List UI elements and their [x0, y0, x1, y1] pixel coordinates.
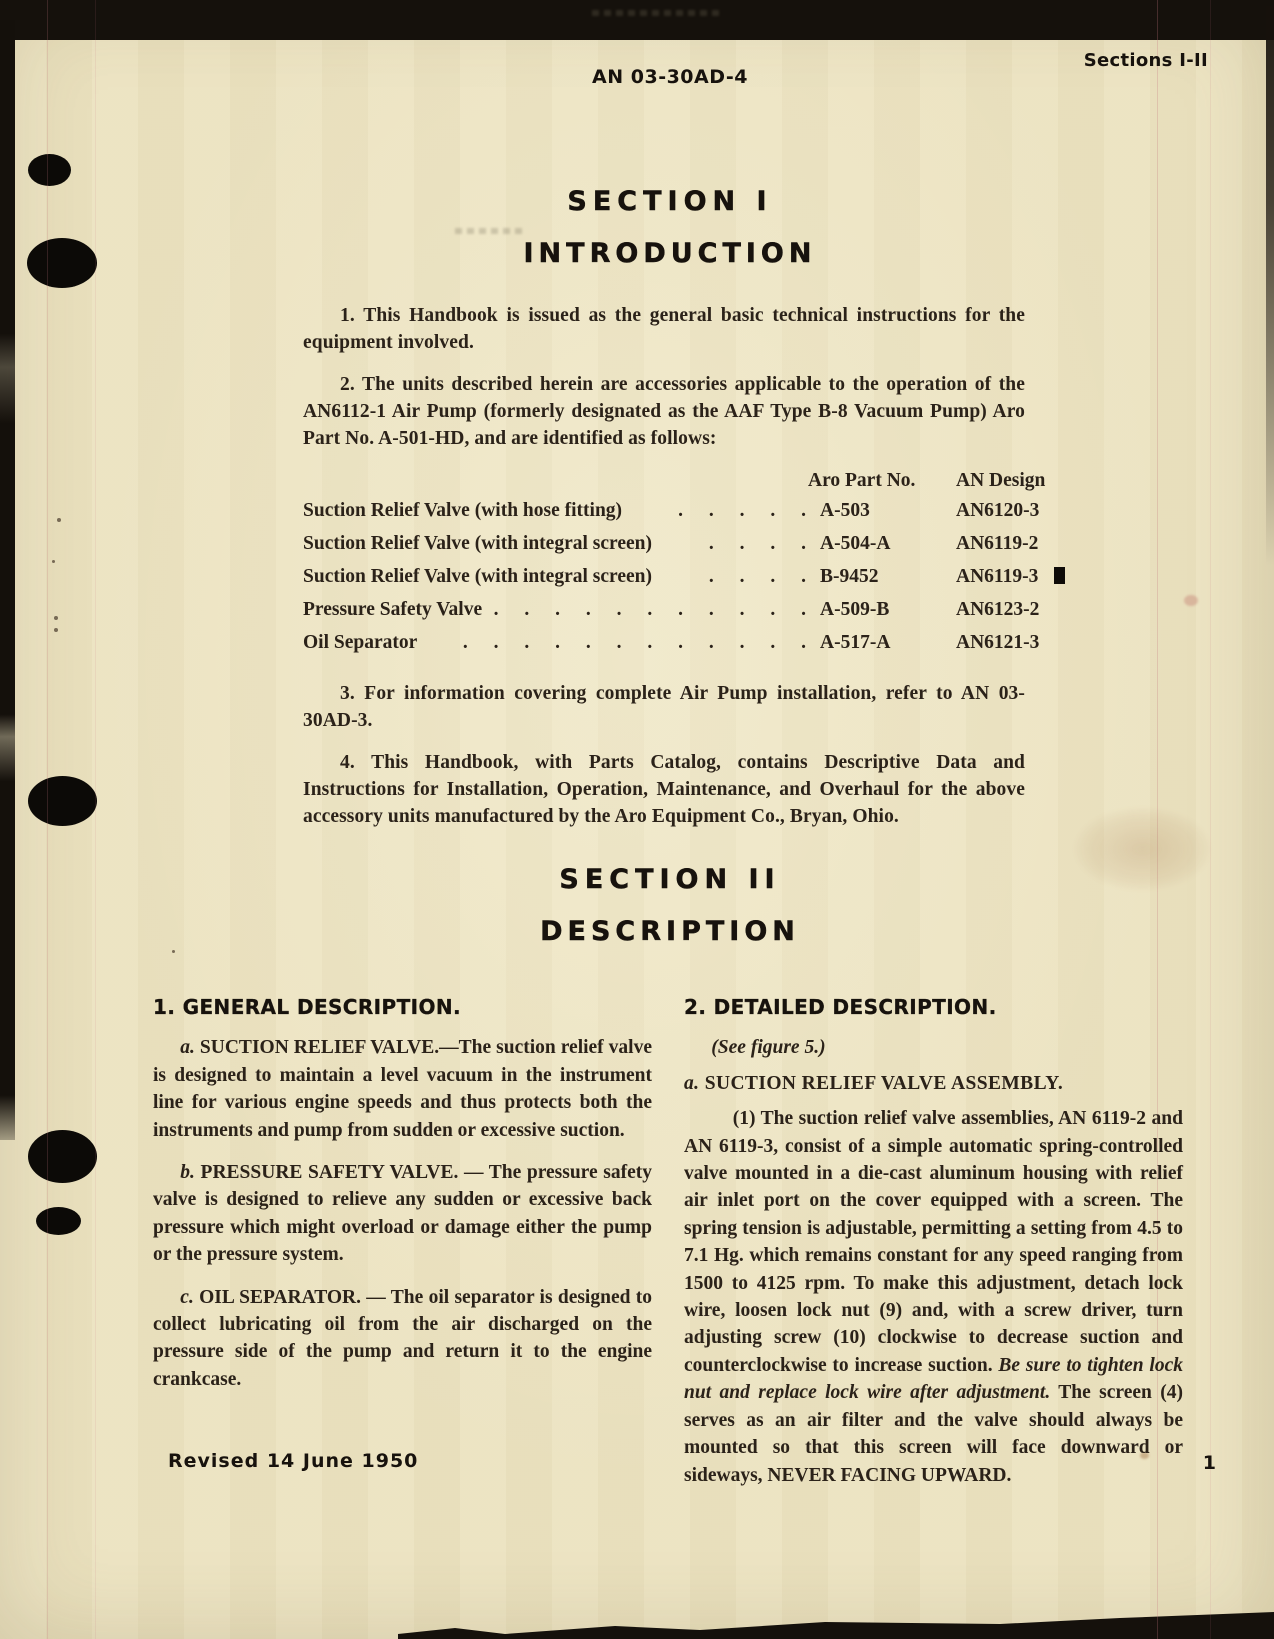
col-header-aro-part-no: Aro Part No.: [808, 470, 916, 491]
doc-number: AN 03-30AD-4: [592, 66, 748, 88]
table-row: [303, 563, 1068, 596]
an-design: AN6119-2: [956, 533, 1039, 554]
scan-edge-bottom: [0, 1600, 1274, 1639]
scan-edge-right: [1266, 6, 1274, 566]
paper-crease: [47, 0, 48, 1639]
aro-part-no: B-9452: [820, 566, 879, 587]
an-design: AN6120-3: [956, 500, 1040, 521]
paper-crease: [95, 0, 96, 1639]
an-design: AN6121-3: [956, 632, 1040, 653]
hole-punch: [28, 154, 71, 186]
an-design: AN6119-3: [956, 563, 1068, 590]
hole-punch: [28, 1130, 97, 1183]
part-label: Suction Relief Valve (with integral screen): [303, 566, 652, 587]
table-row: [303, 497, 1068, 530]
dot-leader: . . . .: [708, 566, 806, 587]
parts-table: [303, 467, 1068, 662]
paper-speck: [172, 950, 175, 953]
scan-edge-top: [0, 0, 1274, 40]
general-item-b: b. PRESSURE SAFETY VALVE. — The pressure safety valve is designed to relieve any sudden or excessive back pressure which might overload or damage either the pump or the pressure system.: [153, 1162, 652, 1266]
section1-title: SECTION I: [567, 186, 773, 217]
dot-leader: . . . .: [708, 533, 806, 554]
detailed-description-column: [684, 994, 1183, 1504]
intro-paragraph-3: 3. For information covering complete Air Pump installation, refer to AN 03-30AD-3.: [303, 683, 1025, 731]
paper-stain: [1184, 595, 1198, 606]
scan-edge-left: [0, 20, 15, 1140]
general-item-a: a. SUCTION RELIEF VALVE.—The suction relief valve is designed to maintain a level vacuum in the instrument line for various engine speeds and thus protects both the instruments and pump from sudden or excessive suction.: [153, 1037, 652, 1141]
part-label: Pressure Safety Valve: [303, 599, 483, 620]
intro-paragraph-4: 4. This Handbook, with Parts Catalog, contains Descriptive Data and Instructions for Installation, Operation, Maintenance, and Overhaul for the above accessory units manufactured by the Aro Equipment Co., Bryan, Ohio.: [303, 752, 1025, 827]
hole-punch: [27, 238, 97, 288]
table-row: [303, 596, 1068, 629]
paper-speck: [57, 518, 61, 522]
detailed-paragraph-1: (1) The suction relief valve assemblies, AN 6119-2 and AN 6119-3, consist of a simple automatic spring-controlled valve mounted in a die-cast aluminum housing with relief air inlet port on the cover equipped with a screen. The spring tension is adjustable, permitting a setting from 4.5 to 7.1 Hg. which remains constant for any speed ranging from 1500 to 4125 rpm. To make this adjustment, detach lock wire, loosen lock nut (9) and, with a screw driver, turn adjusting screw (10) clockwise to decrease suction and counterclockwise to increase suction. Be sure to tighten lock nut and replace lock wire after adjustment. The screen (4) serves as an air filter and the valve should always be mounted so that this screen will face downward or sideways, NEVER FACING UPWARD.: [684, 1108, 1183, 1486]
sections-label: Sections I-II: [1083, 50, 1208, 71]
part-label: Suction Relief Valve (with integral screen): [303, 533, 652, 554]
intro-paragraph-1: 1. This Handbook is issued as the general basic technical instructions for the equipment involved.: [303, 305, 1025, 353]
intro-paragraph-2: 2. The units described herein are accessories applicable to the operation of the AN6112-1 Air Pump (formerly designated as the AAF Type B-8 Vacuum Pump) Aro Part No. A-501-HD, and are identified as follows:: [303, 374, 1025, 449]
paper-speck: [54, 616, 58, 620]
see-figure-note: (See figure 5.): [711, 1037, 826, 1059]
revision-change-bar: [1054, 567, 1065, 584]
dot-leader: . . . . .: [678, 500, 806, 521]
general-item-c: c. OIL SEPARATOR. — The oil separator is designed to collect lubricating oil from the air discharged on the pressure side of the pump and return it to the engine crankcase.: [153, 1286, 652, 1390]
paper-speck: [54, 628, 58, 632]
page-number: 1: [1202, 1452, 1216, 1474]
dot-leader: . . . . . . . . . . . .: [462, 632, 806, 653]
an-design: AN6123-2: [956, 599, 1040, 620]
table-row: [303, 629, 1068, 662]
col-header-an-design: AN Design: [956, 470, 1046, 491]
detailed-description-heading: 2. DETAILED DESCRIPTION.: [684, 995, 997, 1019]
section2-subtitle: DESCRIPTION: [540, 916, 800, 947]
part-label: Oil Separator: [303, 632, 418, 653]
ink-bleed-through: [455, 228, 525, 234]
hole-punch: [36, 1207, 81, 1235]
ink-bleed-through: [592, 10, 722, 16]
parts-table-header: [303, 467, 1068, 497]
revision-date: Revised 14 June 1950: [168, 1450, 419, 1472]
general-description-column: [153, 994, 652, 1408]
table-row: [303, 530, 1068, 563]
paper-crease: [1210, 0, 1211, 1639]
aro-part-no: A-517-A: [820, 632, 891, 653]
section2-title: SECTION II: [559, 864, 781, 895]
hole-punch: [28, 776, 97, 826]
paper-speck: [52, 560, 55, 563]
aro-part-no: A-503: [820, 500, 870, 521]
aro-part-no: A-504-A: [820, 533, 891, 554]
general-description-heading: 1. GENERAL DESCRIPTION.: [153, 995, 462, 1019]
detailed-subheading-a: a. SUCTION RELIEF VALVE ASSEMBLY.: [684, 1072, 1064, 1094]
dot-leader: . . . . . . . . . . .: [493, 599, 806, 620]
introduction-body: [303, 302, 1046, 845]
section1-subtitle: INTRODUCTION: [523, 238, 817, 269]
aro-part-no: A-509-B: [820, 599, 890, 620]
part-label: Suction Relief Valve (with hose fitting): [303, 500, 623, 521]
